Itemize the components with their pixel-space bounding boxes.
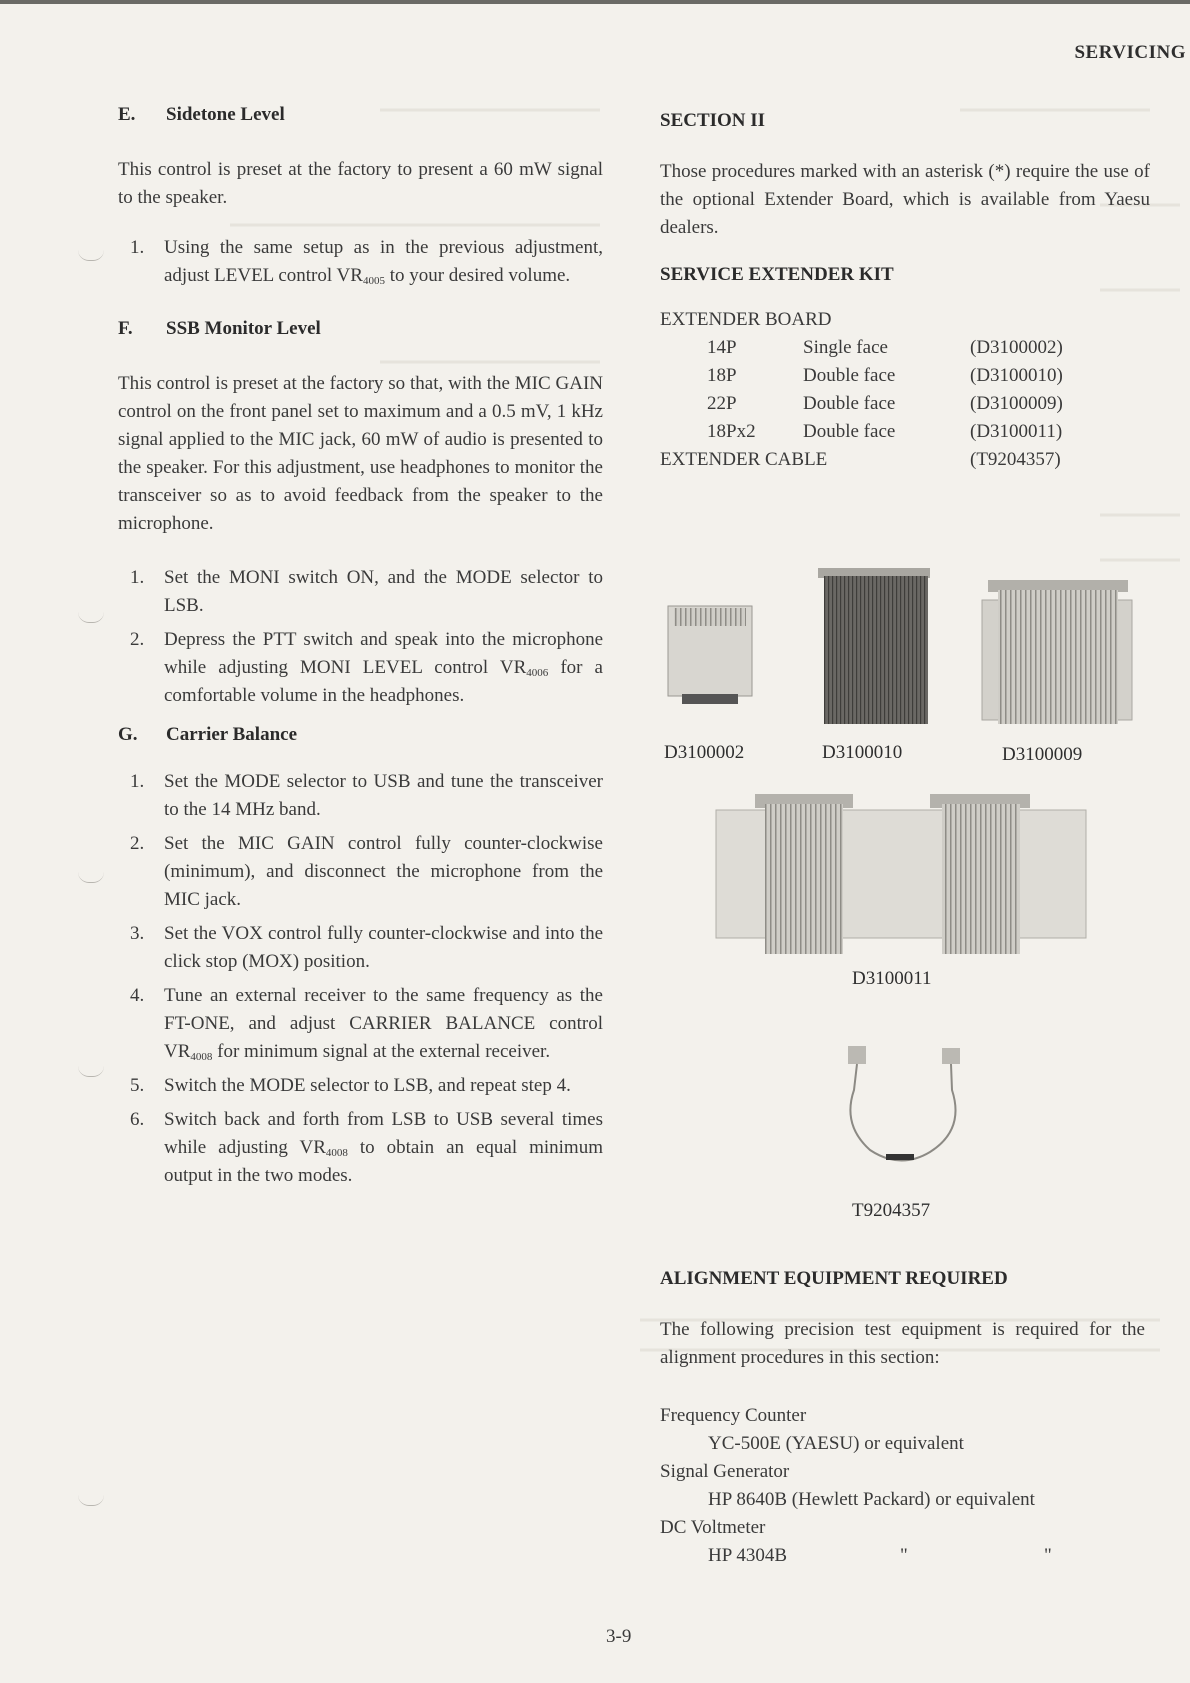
equipment-name: Signal Generator: [660, 1461, 790, 1482]
extender-board-photos: [660, 560, 1140, 740]
heading-carrier-balance: G. Carrier Balance: [118, 724, 298, 745]
board-d3100002-image: [668, 606, 752, 704]
photo-label-d3100010: D3100010: [822, 742, 903, 763]
photo-label-d3100011: D3100011: [852, 968, 932, 989]
extender-cable-image: [830, 1040, 980, 1180]
list-item: 1. Set the MODE selector to USB and tune the transceiver to the 14 MHz band.: [130, 771, 603, 820]
photo-label-d3100002: D3100002: [664, 742, 745, 763]
list-item: 2. Set the MIC GAIN control fully counter-clockwise (minimum), and disconnect the microphone from the MIC jack.: [130, 833, 603, 910]
board-d3100009-image: [982, 580, 1132, 724]
margin-mark: [78, 1495, 104, 1506]
table-row: 14P Single face (D3100002): [707, 337, 1063, 358]
list-item: 4. Tune an external receiver to the same frequency as the FT-ONE, and adjust CARRIER BALANCE control $VR_{4008}$ for minimum signal at the external receiver.: [130, 985, 603, 1063]
alignment-description: The following precision test equipment is required for the alignment procedures in this section:: [660, 1319, 1145, 1368]
table-row: 18P Double face (D3100010): [707, 365, 1063, 386]
list-item: 3. Set the VOX control fully counter-clockwise and into the click stop (MOX) position.: [130, 923, 603, 972]
list-item: 1. Using the same setup as in the previous adjustment, adjust LEVEL control $VR_{4005}$ to your desired volume.: [130, 237, 603, 287]
photo-label-t9204357: T9204357: [852, 1200, 931, 1221]
heading-ssb-monitor-level: F. SSB Monitor Level: [118, 318, 321, 339]
section-title: SECTION II: [660, 110, 766, 131]
table-row: 18Px2 Double face (D3100011): [707, 421, 1063, 442]
list-item: 1. Set the MONI switch ON, and the MODE selector to LSB.: [130, 567, 603, 616]
margin-mark: [78, 612, 104, 623]
alignment-title: ALIGNMENT EQUIPMENT REQUIRED: [660, 1268, 1008, 1289]
photo-label-d3100009: D3100009: [1002, 744, 1083, 765]
extender-kit-table: [660, 306, 1063, 474]
list-item: 5. Switch the MODE selector to LSB, and repeat step 4.: [130, 1075, 571, 1096]
page-header: SERVICING: [1074, 42, 1186, 63]
right-column: [660, 110, 1150, 474]
equipment-model-row: [660, 1542, 1145, 1570]
kit-title: SERVICE EXTENDER KIT: [660, 264, 894, 285]
top-rule: [0, 0, 1190, 4]
table-row: EXTENDER CABLE (T9204357): [660, 449, 1061, 470]
sidetone-description: This control is preset at the factory to present a 60 mW signal to the speaker.: [118, 159, 603, 208]
margin-mark: [78, 872, 104, 883]
section-description: Those procedures marked with an asterisk (*) require the use of the optional Extender Board, which is available from Yaesu dealers.: [660, 161, 1150, 238]
list-item: 2. Depress the PTT switch and speak into the microphone while adjusting MONI LEVEL control $VR_{4006}$ for a comfortable volume in the headphones.: [130, 629, 603, 706]
list-item: 6. Switch back and forth from LSB to USB several times while adjusting $VR_{4008}$ to obtain an equal minimum output in the two modes.: [130, 1109, 603, 1186]
board-d3100010-image: [818, 568, 930, 724]
equipment-model: HP 4304B: [708, 1545, 788, 1566]
ssb-monitor-description: This control is preset at the factory so that, with the MIC GAIN control on the front panel set to maximum and a 0.5 mV, 1 kHz signal applied to the MIC jack, 60 mW of audio is presented to the speaker. For this adjustment, use headphones to monitor the transceiver so as to avoid feedback from the speaker to the microphone.: [118, 373, 603, 534]
ditto-mark: ": [900, 1545, 908, 1566]
margin-mark: [78, 250, 104, 261]
equipment-model: HP 8640B (Hewlett Packard) or equivalent: [708, 1489, 1035, 1510]
page-number: 3-9: [606, 1626, 632, 1647]
left-column: [118, 104, 603, 1190]
margin-mark: [78, 1066, 104, 1077]
table-row: EXTENDER BOARD: [660, 309, 832, 330]
equipment-model: YC-500E (YAESU) or equivalent: [708, 1433, 964, 1454]
board-d3100011-image: [710, 790, 1100, 960]
heading-sidetone-level: E. Sidetone Level: [118, 104, 285, 125]
ditto-mark: ": [1044, 1545, 1052, 1566]
table-row: 22P Double face (D3100009): [707, 393, 1063, 414]
equipment-list: [660, 1402, 1145, 1570]
alignment-section: [660, 1268, 1145, 1570]
equipment-name: DC Voltmeter: [660, 1517, 766, 1538]
equipment-name: Frequency Counter: [660, 1405, 807, 1426]
